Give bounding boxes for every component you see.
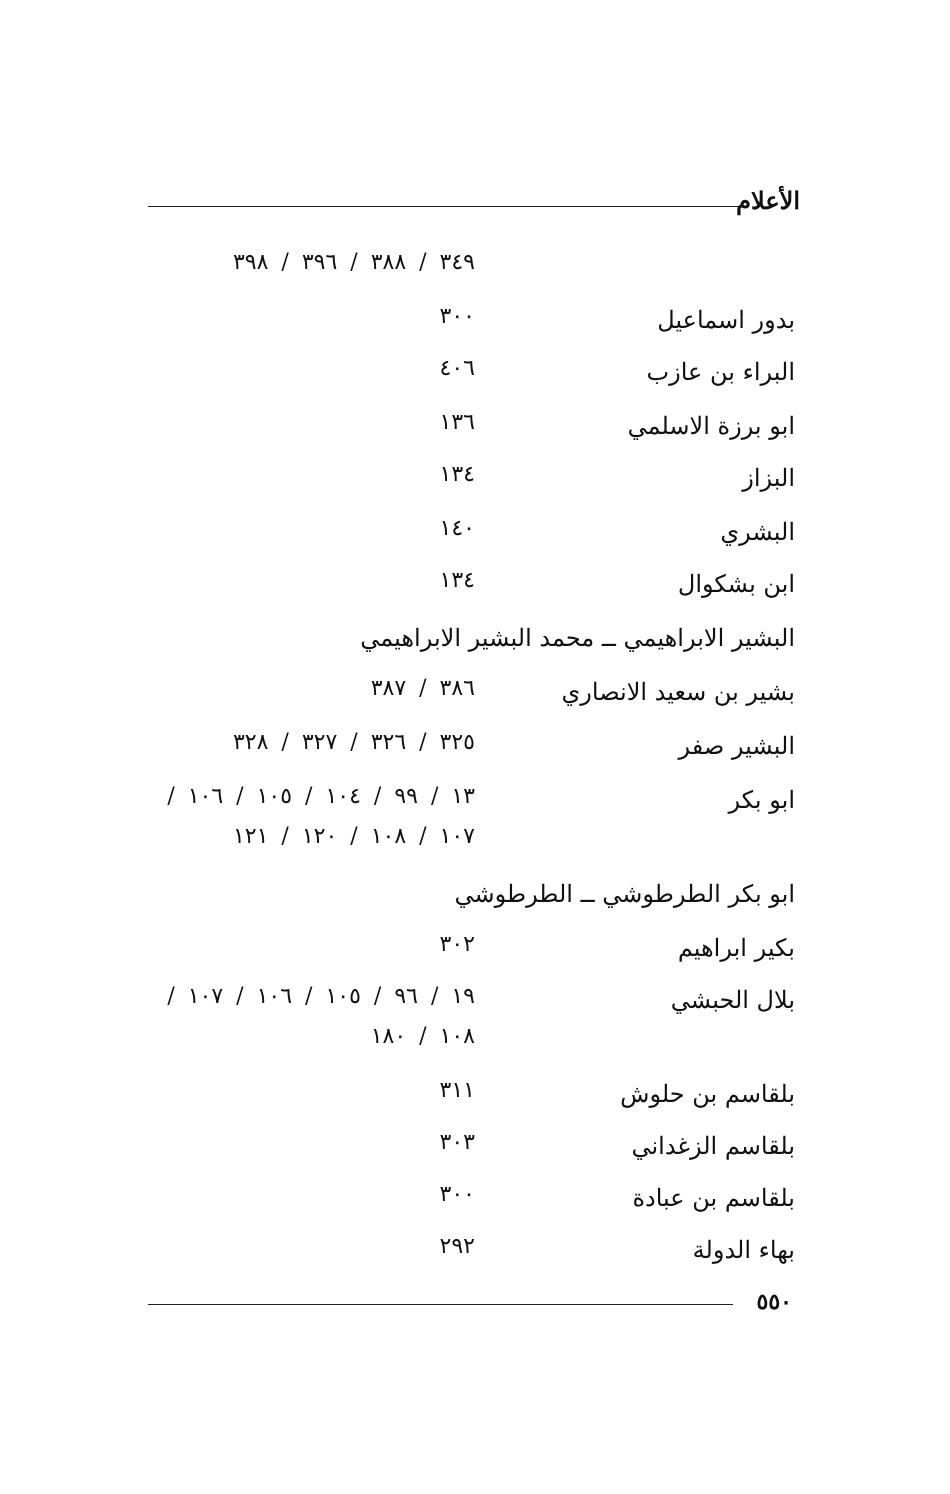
entry-name: بكير ابراهيم (677, 934, 795, 962)
entry-name: بلقاسم بن عبادة (632, 1184, 795, 1212)
entry-cross-reference: البشير الابراهيمي ــ محمد البشير الابراهيمي (360, 624, 795, 652)
page-number: ٥٥٠ (756, 1289, 792, 1315)
entry-pages: ١٤٠ (439, 516, 475, 541)
entry-pages: ٣٠٠ (439, 304, 475, 329)
entry-name: بشير بن سعيد الانصاري (561, 678, 795, 706)
entry-name: بدور اسماعيل (657, 306, 795, 334)
entry-pages-continued: ١٠٨ / ١٨٠ (370, 1024, 475, 1049)
page-header-title: الأعلام (736, 186, 800, 215)
entry-name: ابن بشكوال (677, 570, 795, 598)
footer-rule (148, 1304, 733, 1305)
entry-pages: ١٣٦ (439, 410, 475, 435)
entry-pages: ١٩ / ٩٦ / ١٠٥ / ١٠٦ / ١٠٧ / (167, 984, 475, 1009)
entry-pages: ٤٠٦ (439, 356, 475, 381)
entry-name: البزاز (742, 464, 795, 492)
entry-pages: ١٣٤ (439, 462, 475, 487)
entry-pages: ١٣ / ٩٩ / ١٠٤ / ١٠٥ / ١٠٦ / (167, 784, 475, 809)
entry-pages: ٣٨٦ / ٣٨٧ (370, 676, 475, 701)
entry-pages: ٣٠٣ (439, 1130, 475, 1155)
entry-name: بلقاسم الزغداني (631, 1132, 795, 1160)
entry-name: البراء بن عازب (646, 358, 795, 386)
entry-name: بهاء الدولة (692, 1236, 795, 1264)
entry-pages: ٣١١ (439, 1078, 475, 1103)
entry-name: البشري (720, 518, 795, 546)
entry-pages: ٣٠٠ (439, 1182, 475, 1207)
entry-pages: ٣٤٩ / ٣٨٨ / ٣٩٦ / ٣٩٨ (232, 250, 475, 275)
entry-pages-continued: ١٠٧ / ١٠٨ / ١٢٠ / ١٢١ (232, 824, 475, 849)
entry-name: بلال الحبشي (670, 986, 795, 1014)
entry-name: ابو بكر (728, 786, 795, 814)
entry-pages: ١٣٤ (439, 568, 475, 593)
entry-cross-reference: ابو بكر الطرطوشي ــ الطرطوشي (454, 880, 795, 908)
entry-name: بلقاسم بن حلوش (620, 1080, 795, 1108)
entry-name: ابو برزة الاسلمي (627, 412, 795, 440)
header-rule (148, 206, 740, 207)
entry-pages: ٣٢٥ / ٣٢٦ / ٣٢٧ / ٣٢٨ (232, 730, 475, 755)
entry-pages: ٣٠٢ (439, 932, 475, 957)
entry-name: البشير صفر (678, 732, 795, 760)
entry-pages: ٢٩٢ (439, 1234, 475, 1259)
